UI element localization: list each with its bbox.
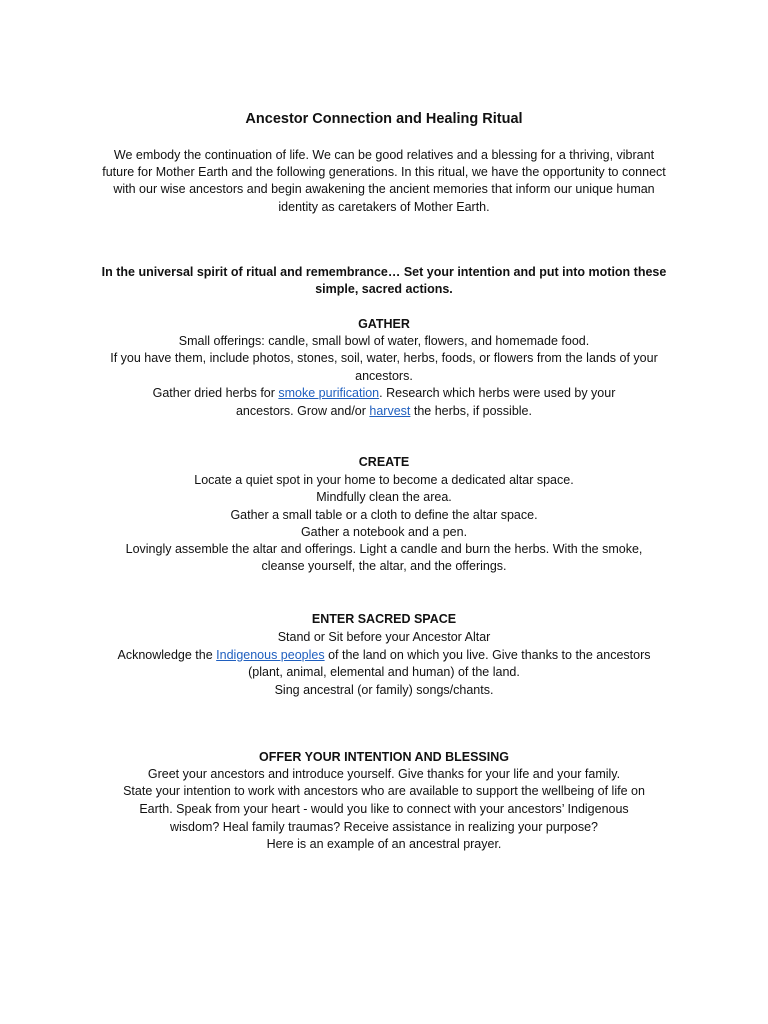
offer-line-2: State your intention to work with ancestors who are available to support the wellbeing of life on: [123, 784, 645, 798]
gather-line-5-text-end: the herbs, if possible.: [410, 404, 532, 418]
gather-line-5: [0, 402, 768, 420]
page-title: Ancestor Connection and Healing Ritual: [245, 111, 523, 127]
smoke-purification-link[interactable]: smoke purification: [278, 386, 380, 400]
gather-heading: GATHER: [358, 317, 410, 331]
sacred-line-3: (plant, animal, elemental and human) of the land.: [248, 665, 520, 679]
sacred-heading: ENTER SACRED SPACE: [311, 612, 457, 626]
offer-line-1: Greet your ancestors and introduce yourself. Give thanks for your life and your family.: [147, 767, 621, 781]
intro-line-2: future for Mother Earth and the following generations. In this ritual, we have the opportunity to connect: [102, 165, 666, 179]
create-line-1: Locate a quiet spot in your home to become a dedicated altar space.: [194, 473, 574, 487]
gather-line-2: If you have them, include photos, stones, soil, water, herbs, foods, or flowers from the lands of your: [110, 351, 658, 365]
gather-line-3: ancestors.: [355, 369, 413, 383]
intro-line-3: with our wise ancestors and begin awakening the ancient memories that inform our unique human: [113, 182, 655, 196]
lead-line-2: simple, sacred actions.: [315, 282, 453, 296]
lead-line-1: In the universal spirit of ritual and remembrance… Set your intention and put into motion these: [101, 265, 667, 279]
create-line-4: Gather a notebook and a pen.: [300, 525, 468, 539]
create-line-2: Mindfully clean the area.: [316, 490, 452, 504]
harvest-link[interactable]: harvest: [369, 404, 411, 418]
offer-heading: OFFER YOUR INTENTION AND BLESSING: [258, 750, 509, 764]
gather-line-1: Small offerings: candle, small bowl of water, flowers, and homemade food.: [178, 334, 590, 348]
gather-line-4-text: Gather dried herbs for: [152, 386, 279, 400]
gather-line-5-text: ancestors. Grow and/or: [235, 404, 370, 418]
offer-line-3: Earth. Speak from your heart - would you like to connect with your ancestors’ Indigenous: [139, 802, 629, 816]
offer-line-5: Here is an example of an ancestral prayer.: [266, 837, 502, 851]
sacred-line-2: [0, 646, 768, 664]
intro-line-4: identity as caretakers of Mother Earth.: [278, 200, 490, 214]
sacred-line-2-text-end: of the land on which you live. Give thanks to the ancestors: [324, 648, 651, 662]
intro-line-1: We embody the continuation of life. We can be good relatives and a blessing for a thriving, vibrant: [113, 148, 655, 162]
sacred-line-4: Sing ancestral (or family) songs/chants.: [274, 683, 494, 697]
create-heading: CREATE: [358, 455, 410, 469]
gather-line-4-text-end: . Research which herbs were used by your: [379, 386, 616, 400]
create-line-6: cleanse yourself, the altar, and the offerings.: [261, 559, 507, 573]
offer-line-4: wisdom? Heal family traumas? Receive assistance in realizing your purpose?: [170, 820, 598, 834]
create-line-5: Lovingly assemble the altar and offerings. Light a candle and burn the herbs. With the smoke,: [125, 542, 643, 556]
indigenous-peoples-link[interactable]: Indigenous peoples: [216, 648, 325, 662]
sacred-line-2-text: Acknowledge the: [117, 648, 217, 662]
create-line-3: Gather a small table or a cloth to define the altar space.: [230, 508, 538, 522]
sacred-line-1: Stand or Sit before your Ancestor Altar: [277, 630, 491, 644]
gather-line-4: [0, 384, 768, 402]
